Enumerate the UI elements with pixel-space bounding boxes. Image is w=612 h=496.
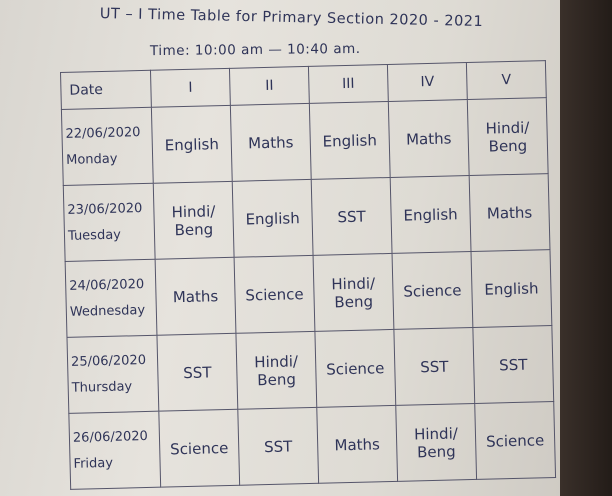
subject-cell xyxy=(236,331,317,409)
subject-text: Science xyxy=(403,280,462,301)
subject-cell xyxy=(151,105,232,183)
column-header-class-5: V xyxy=(466,61,546,100)
subject-cell xyxy=(392,252,473,330)
date-text: 24/06/2020 xyxy=(69,276,145,294)
day-text: Tuesday xyxy=(67,227,122,244)
date-text: 25/06/2020 xyxy=(70,352,147,370)
subject-cell xyxy=(230,103,311,181)
subject-text: English xyxy=(164,134,220,154)
subject-cell xyxy=(396,403,477,481)
subject-text: SST xyxy=(337,207,366,226)
subject-text: SST xyxy=(498,355,528,374)
table-row xyxy=(61,98,548,186)
subject-cell xyxy=(157,333,238,411)
column-header-date: Date xyxy=(61,70,152,109)
subject-cell xyxy=(159,409,240,487)
date-text: 26/06/2020 xyxy=(72,428,149,446)
subject-text: Hindi/ Beng xyxy=(331,273,376,311)
exam-time: Time: 10:00 am — 10:40 am. xyxy=(149,40,361,60)
subject-cell xyxy=(473,326,554,404)
date-text: 23/06/2020 xyxy=(67,200,143,218)
subject-cell xyxy=(238,407,319,485)
subject-cell xyxy=(394,327,475,405)
table-row xyxy=(69,402,556,490)
subject-text: Maths xyxy=(247,132,294,152)
subject-cell xyxy=(388,100,469,178)
subject-text: Maths xyxy=(486,203,533,223)
subject-text: English xyxy=(484,278,539,299)
timetable-grid xyxy=(60,60,556,490)
subject-text: English xyxy=(403,204,458,225)
subject-cell xyxy=(153,181,234,259)
subject-cell xyxy=(234,255,315,333)
subject-text: Hindi/ Beng xyxy=(254,351,299,389)
table-surface xyxy=(560,0,612,496)
subject-cell xyxy=(469,174,550,252)
subject-text: Science xyxy=(245,284,304,305)
subject-cell xyxy=(309,101,390,179)
subject-text: Maths xyxy=(405,128,452,149)
subject-text: Hindi/ Beng xyxy=(485,118,530,156)
date-cell xyxy=(67,335,159,413)
subject-cell xyxy=(475,402,556,480)
subject-cell xyxy=(467,98,548,176)
subject-text: SST xyxy=(183,362,212,382)
subject-text: English xyxy=(245,208,300,229)
subject-cell xyxy=(313,253,394,331)
column-header-class-2: II xyxy=(229,66,309,105)
date-cell xyxy=(65,259,157,337)
subject-text: Science xyxy=(485,430,545,451)
day-text: Friday xyxy=(73,455,114,472)
subject-cell xyxy=(315,329,396,407)
subject-text: Science xyxy=(326,358,385,379)
day-text: Thursday xyxy=(71,378,133,396)
column-header-class-4: IV xyxy=(387,63,467,102)
date-text: 22/06/2020 xyxy=(65,124,141,142)
column-header-class-1: I xyxy=(150,68,230,107)
column-header-class-3: III xyxy=(308,64,388,103)
subject-text: SST xyxy=(263,436,293,456)
table-row xyxy=(67,326,554,414)
subject-cell xyxy=(471,250,552,328)
subject-text: Maths xyxy=(172,286,219,306)
subject-cell xyxy=(317,405,398,483)
subject-cell xyxy=(311,177,392,255)
table-row xyxy=(65,250,552,338)
date-cell xyxy=(61,107,153,185)
subject-text: Hindi/ Beng xyxy=(413,423,458,461)
subject-cell xyxy=(232,179,313,257)
subject-text: SST xyxy=(419,357,449,376)
table-row xyxy=(63,174,550,262)
subject-text: English xyxy=(322,130,378,151)
date-cell xyxy=(69,411,161,489)
subject-text: Science xyxy=(169,438,229,458)
subject-text: Maths xyxy=(334,434,381,454)
timetable xyxy=(60,60,556,490)
day-text: Wednesday xyxy=(69,302,146,320)
subject-text: Hindi/ Beng xyxy=(171,201,216,239)
page-title: UT – I Time Table for Primary Section 2020 - 2021 xyxy=(99,6,484,31)
subject-cell xyxy=(390,176,471,254)
subject-cell xyxy=(155,257,236,335)
day-text: Monday xyxy=(65,151,118,168)
date-cell xyxy=(63,183,155,261)
